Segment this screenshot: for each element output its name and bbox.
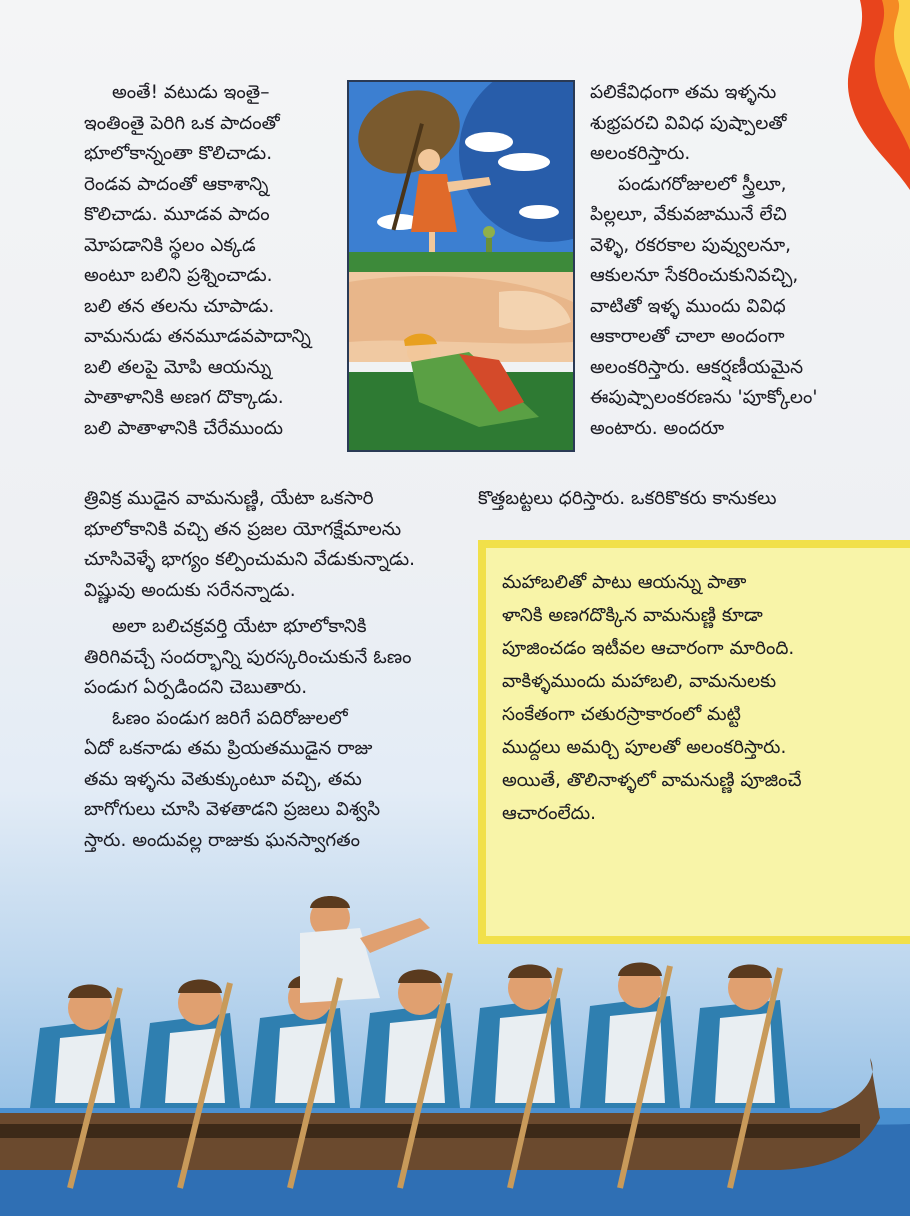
text-line: స్తారు. అందువల్ల రాజుకు ఘనస్వాగతం	[84, 829, 360, 851]
left-column-text	[84, 78, 342, 444]
text-line: భూలోకానికి వచ్చి తన ప్రజల యోగక్షేమాలను	[84, 518, 402, 540]
text-line: తమ ఇళ్ళను వెతుక్కుంటూ వచ్చి, తమ	[84, 768, 362, 790]
text-line: వెళ్ళి, రకరకాల పువ్వులనూ,	[590, 234, 792, 256]
text-line: పూజించడం ఇటీవల ఆచారంగా మారింది.	[502, 638, 795, 659]
text-line: ఏదో ఒకనాడు తమ ప్రియతముడైన రాజు	[84, 738, 373, 759]
text-line: ఆచారంలేదు.	[502, 803, 596, 824]
text-line: చూసివెళ్ళే భాగ్యం కల్పించుమని వేడుకున్నాడు.	[84, 549, 415, 570]
text-line: అంతే! వటుడు ఇంతై–	[112, 82, 270, 103]
text-line: కొలిచాడు. మూడవ పాదం	[84, 204, 270, 225]
text-line: రెండవ పాదంతో ఆకాశాన్ని	[84, 173, 269, 195]
text-line: అంటూ బలిని ప్రశ్నించాడు.	[84, 265, 273, 286]
text-line: పండుగ ఏర్పడిందని చెబుతారు.	[84, 677, 308, 698]
text-line: ముద్దలు అమర్చి పూలతో అలంకరిస్తారు.	[502, 737, 787, 758]
text-line: సంకేతంగా చతురస్రాకారంలో మట్టి	[502, 704, 741, 725]
text-line: బాగోగులు చూసి వెళతాడని ప్రజలు విశ్వసి	[84, 799, 381, 820]
text-line: శుభ్రపరచి వివిధ పుష్పాలతో	[590, 112, 787, 134]
text-line: పిల్లలూ, వేకువజామునే లేచి	[590, 204, 787, 225]
continued-line	[478, 484, 868, 515]
text-line: మోపడానికి స్థలం ఎక్కడ	[84, 234, 256, 256]
text-line: ఓణం పండుగ జరిగే పదిరోజులలో	[112, 707, 348, 729]
text-line: ఈపుష్పాలంకరణను 'పూక్కోలం'	[590, 387, 818, 408]
text-line: అలా బలిచక్రవర్తి యేటా భూలోకానికి	[112, 616, 367, 637]
text-line: భూలోకాన్నంతా కొలిచాడు.	[84, 143, 273, 164]
text-line: ఆకారాలతో చాలా అందంగా	[590, 326, 785, 347]
info-box-text	[502, 566, 882, 830]
text-line: అలంకరిస్తారు. ఆకర్షణీయమైన	[590, 356, 804, 378]
text-line: బలి పాతాళానికి చేరేముందు	[84, 417, 284, 439]
text-line: మహాబలితో పాటు ఆయన్ను పాతా	[502, 572, 747, 593]
text-line: వాకిళ్ళముందు మహాబలి, వామనులకు	[502, 671, 777, 692]
vamana-illustration	[347, 80, 575, 452]
text-line: అయితే, తొలినాళ్ళలో వామనుణ్ణి పూజించే	[502, 770, 802, 791]
boat-race-illustration	[0, 888, 910, 1216]
text-line: అలంకరిస్తారు.	[590, 143, 691, 164]
text-line: బలి తన తలను చూపాడు.	[84, 295, 275, 317]
text-line: తిరిగివచ్చే సందర్భాన్ని పురస్కరించుకునే ఓణం	[84, 646, 412, 668]
text-line: వామనుడు తనమూడవపాదాన్ని	[84, 326, 311, 347]
text-line: త్రివిక్ర ముడైన వామనుణ్ణి, యేటా ఒకసారి	[84, 488, 374, 509]
text-line: వాటితో ఇళ్ళ ముందు వివిధ	[590, 295, 786, 317]
text-line: బలి తలపై మోపి ఆయన్ను	[84, 356, 272, 378]
text-line: అంటారు. అందరూ	[590, 417, 725, 439]
right-column-text	[590, 78, 880, 444]
text-line: విష్ణువు అందుకు సరేనన్నాడు.	[84, 579, 296, 601]
text-line: పాతాళానికి అణగ దొక్కాడు.	[84, 387, 284, 408]
bottom-column-text	[84, 612, 474, 856]
text-line: పండుగరోజులలో స్త్రీలూ,	[618, 173, 787, 195]
text-line: ఇంతింతై పెరిగి ఒక పాదంతో	[84, 112, 280, 134]
text-line: ఆకులనూ సేకరించుకునివచ్చి,	[590, 265, 799, 286]
under-image-text	[84, 484, 474, 606]
text-line: పలికేవిధంగా తమ ఇళ్ళను	[590, 82, 777, 103]
text-line: కొత్తబట్టలు ధరిస్తారు. ఒకరికొకరు కానుకలు	[478, 488, 777, 509]
text-line: ళానికి అణగదొక్కిన వామనుణ్ణి కూడా	[502, 605, 763, 626]
